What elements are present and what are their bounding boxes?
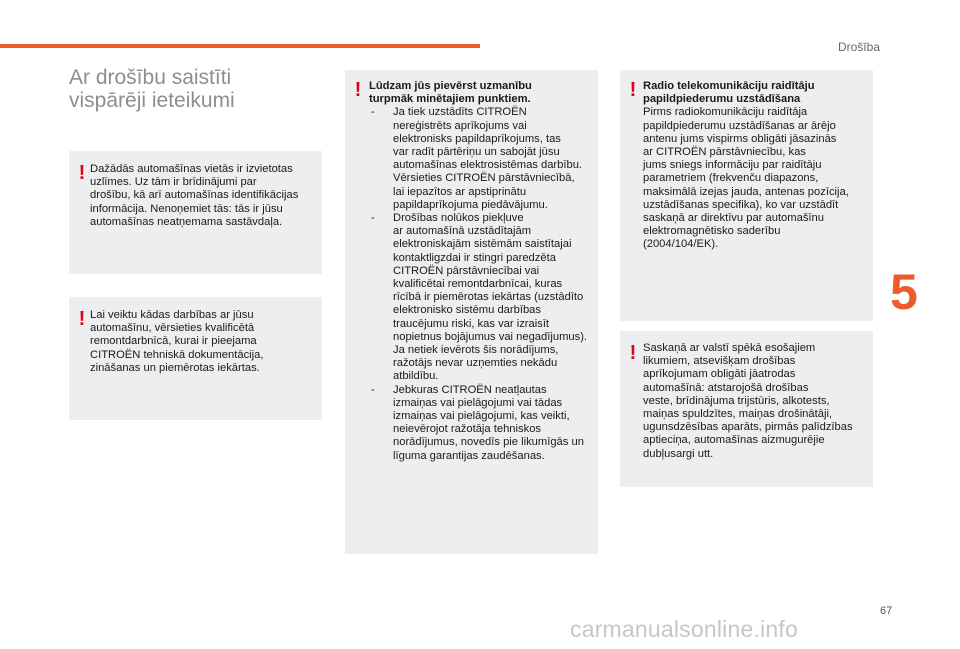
- text-line: uzstādīšanas specifika), ko var uzstādīt: [643, 198, 839, 211]
- text-line: saskaņā ar direktīvu par automašīnu: [643, 212, 824, 225]
- text-line: automašīnā: atstarojošā drošības: [643, 381, 809, 394]
- watermark: carmanualsonline.info: [570, 616, 798, 642]
- text-line: Ja netiek ievērots šis norādījums,: [393, 344, 559, 357]
- text-line: CITROËN tehniskā dokumentācija,: [90, 348, 264, 361]
- exclamation-icon: !: [78, 162, 86, 184]
- list-item: [369, 384, 598, 463]
- text-line: neievērojot ražotāja tehniskos: [393, 423, 542, 436]
- text-line: maksimālā izejas jauda, antenas pozīcija,: [643, 185, 849, 198]
- box-heading: turpmāk minētajiem punktiem.: [369, 93, 531, 106]
- text-line: veste, brīdinājuma trijstūris, alkotests,: [643, 394, 830, 407]
- text-line: jums sniegs informāciju par raidītāju: [643, 159, 822, 172]
- exclamation-icon: !: [354, 79, 362, 101]
- text-line: Lai veiktu kādas darbības ar jūsu: [90, 309, 254, 321]
- page-number: 67: [880, 605, 893, 617]
- text-line: norādījumus, novedīs pie likumīgās un: [393, 436, 584, 449]
- text-line: papildpiederumu uzstādīšanas ar ārējo: [643, 119, 836, 132]
- text-line: automašīnas neatņemama sastāvdaļa.: [90, 215, 283, 228]
- list-item: [369, 212, 598, 384]
- warning-box-workshop: [69, 297, 322, 420]
- warning-text: [643, 342, 873, 461]
- text-line: Vērsieties CITROËN pārstāvniecībā,: [393, 172, 575, 185]
- text-line: elektroniskajām sistēmām saistītajai: [393, 238, 572, 251]
- text-line: - Drošības nolūkos piekļuve: [393, 212, 524, 225]
- text-line: automašīnu, vērsieties kvalificētā: [90, 322, 255, 335]
- text-line: informācija. Nenoņemiet tās: tās ir jūsu: [90, 202, 283, 215]
- accent-bar: [0, 44, 480, 48]
- title-line: vispārēji ieteikumi: [69, 89, 235, 112]
- exclamation-icon: !: [629, 79, 637, 101]
- text-line: maiņas spuldzītes, maiņas drošinātāji,: [643, 408, 833, 421]
- text-line: Dažādās automašīnas vietās ir izvietotas: [90, 163, 293, 175]
- text-line: līguma garantijas zaudēšanas.: [393, 449, 545, 462]
- text-line: Pirms radiokomunikāciju raidītāja: [643, 106, 808, 119]
- box-heading: papildpiederumu uzstādīšana: [643, 93, 801, 106]
- warning-text: [90, 163, 322, 229]
- text-line: uzlīmes. Uz tām ir brīdinājumi par: [90, 176, 257, 189]
- text-line: Saskaņā ar valstī spēkā esošajiem: [643, 342, 816, 354]
- text-line: nopietnus bojājumus vai negadījumus).: [393, 330, 588, 343]
- chapter-number: 5: [890, 264, 918, 320]
- warning-text: [90, 309, 322, 375]
- text-line: aprīkojumam obligāti jāatrodas: [643, 368, 796, 381]
- exclamation-icon: !: [629, 342, 637, 364]
- text-line: remontdarbnīcā, kurai ir pieejama: [90, 335, 257, 348]
- text-line: var radīt pārtēriņu un sabojāt jūsu: [393, 146, 560, 159]
- box-heading: Radio telekomunikāciju raidītāju: [643, 80, 815, 92]
- text-line: elektronisko sistēmu darbības: [393, 304, 541, 317]
- warning-text: [369, 80, 598, 463]
- text-line: kontaktligzdai ir stingri paredzēta: [393, 251, 556, 264]
- text-line: elektronisks papildaprīkojums, tas: [393, 132, 561, 145]
- text-line: automašīnas elektrosistēmas darbību.: [393, 159, 583, 172]
- text-line: likumiem, atsevišķam drošības: [643, 355, 796, 368]
- text-line: izmaiņas vai pielāgojumi, kas veikti,: [393, 410, 570, 423]
- text-line: lai iepazītos ar apstiprinātu: [393, 185, 527, 198]
- text-line: traucējumu riski, kas var izraisīt: [393, 317, 550, 330]
- warning-box-labels: [69, 151, 322, 274]
- text-line: - Ja tiek uzstādīts CITROËN: [393, 106, 527, 119]
- text-line: CITROËN pārstāvniecībai vai: [393, 264, 540, 277]
- title-line: Ar drošību saistīti: [69, 66, 232, 89]
- text-line: aptieciņa, automašīnas aizmugurējie: [643, 434, 825, 447]
- page-title: [69, 66, 329, 112]
- text-line: rīcībā ir piemērotas iekārtas (uzstādīto: [393, 291, 584, 304]
- text-line: kvalificētai remontdarbnīcai, kuras: [393, 278, 563, 291]
- warning-text: [643, 80, 873, 252]
- text-line: ugunsdzēsības aparāts, pirmās palīdzības: [643, 421, 853, 434]
- text-line: zināšanas un piemērotas iekārtas.: [90, 361, 260, 374]
- text-line: ar CITROËN pārstāvniecību, kas: [643, 146, 806, 159]
- text-line: papildaprīkojuma piedāvājumu.: [393, 198, 548, 211]
- list-item: [369, 106, 598, 212]
- running-header: Drošība: [837, 40, 880, 54]
- text-line: ar automašīnā uzstādītajām: [393, 225, 532, 238]
- text-line: nereģistrēts aprīkojums vai: [393, 119, 527, 132]
- text-line: antenu jums vispirms obligāti jāsazinās: [643, 132, 837, 145]
- text-line: elektromagnētisko saderību: [643, 225, 781, 238]
- exclamation-icon: !: [78, 308, 86, 330]
- text-line: (2004/104/EK).: [643, 238, 719, 251]
- warning-box-safety-kit: [620, 331, 873, 487]
- text-line: atbildību.: [393, 370, 439, 383]
- text-line: izmaiņas vai pielāgojumi vai tādas: [393, 396, 563, 409]
- text-line: dubļusargi utt.: [643, 447, 714, 460]
- warning-box-equipment: [345, 70, 598, 554]
- text-line: - Jebkuras CITROËN neatļautas: [393, 383, 547, 396]
- text-line: parametriem (frekvenču diapazons,: [643, 172, 819, 185]
- text-line: drošību, kā arī automašīnas identifikācijas: [90, 189, 299, 202]
- text-line: ražotājs nevar uzņemties nekādu: [393, 357, 558, 370]
- dash-list: [369, 106, 598, 462]
- box-heading: Lūdzam jūs pievērst uzmanību: [369, 80, 532, 92]
- warning-box-radio: [620, 70, 873, 321]
